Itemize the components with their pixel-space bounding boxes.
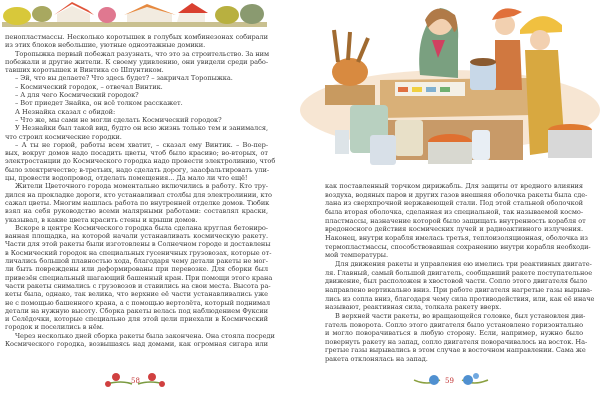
text-line: – А ты не горюй, работы всем хватит, – сказал ему Винтик. – Во-пер- [15, 140, 268, 149]
paragraph [5, 223, 273, 332]
text-line: Части для этой ракеты были изготовлены в Солнечном городе и доставлены [5, 240, 271, 249]
text-line: указывал, в какие цвета красить стены и крыши домов. [5, 215, 198, 224]
text-line: сажал цветы. Многим нашлась работа по внутренней отделке домов. Тюбик [5, 198, 270, 207]
paragraph [325, 259, 595, 312]
text-line: Космического городка, возвышаясь над домами, как огромная сигара или [5, 339, 268, 348]
text-line: лись из сопла вниз, благодаря чему сила противодействия, или, как её иначе [325, 294, 595, 303]
paragraph [5, 182, 272, 224]
text-line: ракета отклонялась на запад. [325, 355, 428, 364]
text-line: кеты была, однако, так велика, что верхние её части устанавливались уже [5, 290, 268, 299]
text-line: была вторая оболочка, сделанная из специальной, так называемой космо- [325, 207, 583, 216]
text-line: как поставленный торчком дирижабль. Для защиты от вредного влияния [325, 182, 583, 190]
text-line: вредоносного действия космических лучей и радиоактивного излучения. [325, 225, 583, 234]
text-line: ля. Главный, самый большой двигатель, сообщавший ракете поступательное [325, 268, 593, 277]
left-page-body-text [5, 33, 276, 348]
paragraph [325, 311, 588, 364]
header-village-illustration [2, 2, 267, 28]
text-line: воздуха, водяных паров и других газов внешняя оболочка ракеты была сде- [325, 190, 588, 199]
paragraph [5, 116, 268, 124]
text-line: пластмассы, назначение которой было защищать внутренность корабля от [325, 216, 586, 225]
paragraph [5, 91, 268, 99]
text-line: лана из сверхпрочной нержавеющей стали. Под этой стальной оболочкой [325, 199, 583, 208]
text-line: тавших коротышек и Винтика со Шпунтиком. [5, 66, 164, 75]
text-line: вых, вокруг домов надо посадить цветы, чтоб было красиво; во-вторых, от [5, 149, 268, 158]
text-line: Вскоре в центре Космического городка была сделана круглая бетониро- [15, 223, 268, 232]
text-line: – Вот приедет Знайка, он всё толком расскажет. [15, 99, 183, 108]
text-line: детали на нужную высоту. Сборка ракеты велась под наблюдением Фуксии [5, 306, 268, 315]
paragraph [5, 331, 275, 349]
text-line: повернуть ракету на запад, сопло двигателя поворачивалось на восток. На- [325, 337, 588, 346]
text-line: городок и поселились в нём. [5, 323, 104, 332]
text-line: движение, был расположен в хвостовой части. Сопло этого двигателя было [325, 277, 588, 286]
text-line: мой температуры. [325, 251, 389, 260]
text-line: Для движения ракеты и управления ею имелись три реактивных двигате- [335, 259, 592, 268]
paragraph [5, 99, 268, 107]
text-line: – А для чего Космический городок? [15, 91, 139, 100]
text-line: части ракеты снимались с грузовозов и ставились на свои места. Высота ра- [5, 281, 271, 290]
text-line: Жители Цветочного города моментально включились в работу. Кто тру- [15, 182, 268, 191]
paragraph [5, 50, 268, 75]
text-line: – Эй, что вы делаете? Что здесь будет? – закричал Торопыжка. [15, 74, 233, 83]
text-line: было электричество; в-третьих, надо сделать дорогу, заасфальтировать ули- [5, 165, 270, 174]
text-line: цы, провести водопровод, отделать помещения... Да мало ли что ещё! [5, 174, 248, 183]
text-line: – Что же, мы сами не могли сделать Космический городок? [15, 115, 222, 124]
text-line: побежали и другие жители. К своему удивлению, они увидели среди рабо- [5, 57, 268, 66]
text-line: термопластмассы, способствовавшая сохранению внутри корабля необходи- [325, 242, 591, 251]
text-line: ли быть повреждены или деформированы при перевозке. Для сборки был [5, 265, 268, 274]
text-line: А Незнайка сказал с обидой: [15, 107, 116, 116]
text-line: У Незнайки был такой вид, будто он всю жизнь только тем и занимался, [15, 124, 268, 133]
paragraph [325, 182, 591, 260]
paragraph [5, 124, 268, 141]
text-line: из этих блоков небольшие, уютные одноэтажные домики. [5, 41, 206, 50]
text-line: В верхней части ракеты, во вращающейся головке, был установлен дви- [335, 311, 586, 320]
text-line: Через несколько дней сборка ракеты была закончена. Она стояла посреди [15, 331, 275, 340]
page-number: 59 [445, 377, 454, 385]
text-line: Торопыжка первый побежал разузнать, что это за строительство. За ним [15, 49, 270, 58]
text-line: направлено вертикально вниз. При работе двигателя нагретые газы вырыва- [325, 285, 593, 294]
text-line: гатель поворота. Сопло этого двигателя было установлено горизонтально [325, 320, 583, 329]
text-line: что строил космические городки. [5, 132, 122, 141]
text-line: – Космический городок, – отвечал Винтик. [15, 82, 163, 91]
text-line: не с помощью башенного крана, а с помощью вертолёта, который поднимал [5, 298, 271, 307]
right-page [300, 0, 600, 409]
text-line: и могло поворачиваться в любую сторону. Если, например, нужно было [325, 329, 583, 338]
text-line: называют, реактивная сила, толкала ракету вверх. [325, 303, 502, 312]
paragraph [5, 140, 276, 183]
right-page-body-text [325, 182, 595, 364]
text-line: взял на себя руководство всеми малярными работами: составлял краски, [5, 207, 268, 216]
text-line: личались большой плавностью хода, благодаря чему детали ракеты не мог- [5, 257, 268, 266]
children-painting-illustration [300, 0, 600, 172]
text-line: привезён специальный шагающий башенный кран. При помощи этого крана [5, 273, 273, 282]
text-line: в Космический городок на специальных гусеничных грузовозах, которые от- [5, 248, 272, 257]
text-line: гретые газы вырывались в этом случае в восточном направлении. Сама же [325, 346, 586, 355]
text-line: ванная площадка, на которой начали устанавливать космическую ракету. [5, 232, 268, 241]
paragraph [5, 33, 268, 50]
text-line: Наконец, внутри корабля имелась третья, теплоизоляционная, оболочка из [325, 233, 588, 242]
text-line: дился на прокладке дороги, кто устанавливал столбы для электролинии, кто [5, 190, 272, 199]
text-line: пенопластмассы. Несколько коротышек в голубых комбинезонах собирали [5, 33, 268, 41]
text-line: и Селёдочки, которые специально для этой цели приехали в Космический [5, 315, 268, 324]
paragraph [5, 83, 268, 91]
paragraph [5, 74, 268, 82]
text-line: электростанции до Космического городка надо провести электролинию, чтоб [5, 157, 276, 166]
page-number: 58 [131, 377, 140, 385]
paragraph [5, 108, 268, 116]
